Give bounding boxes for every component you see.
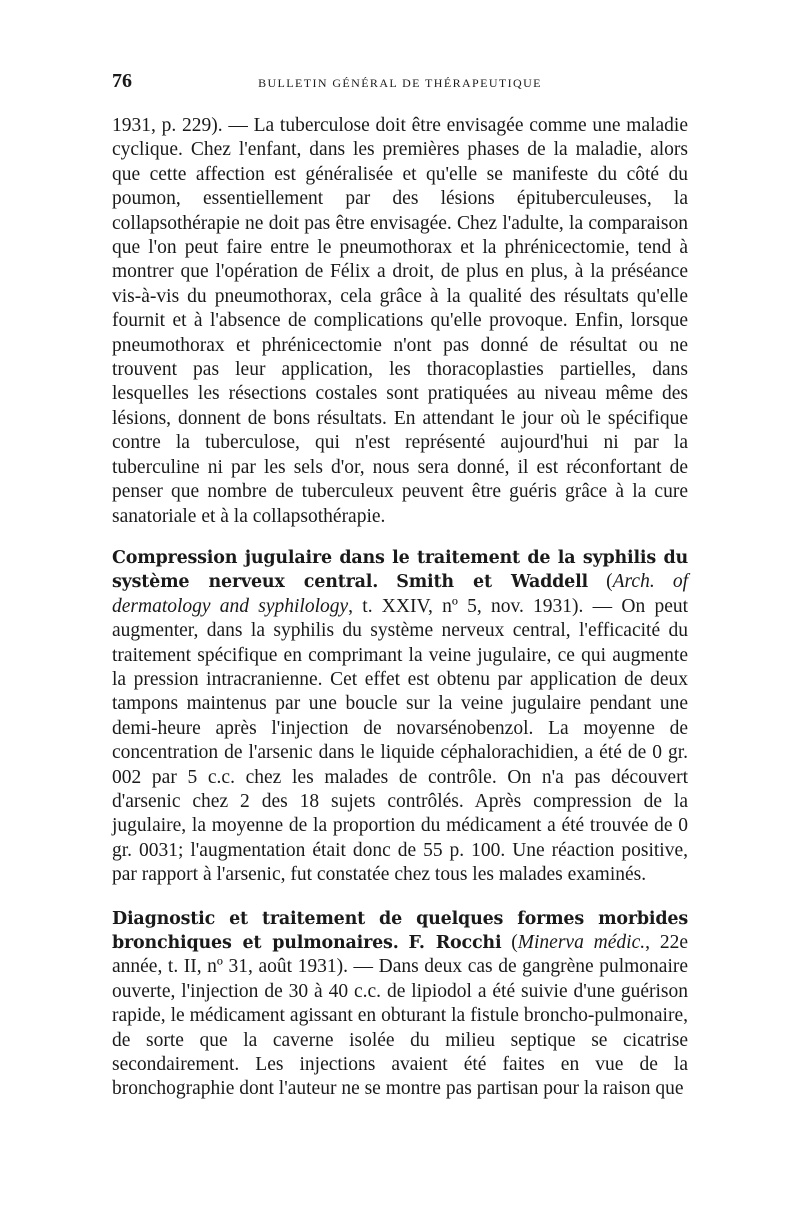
- abstract-title: Diagnostic et traitement de quelques formes morbides bronchiques et pulmonaires.: [112, 908, 688, 953]
- journal-header-title: BULLETIN GÉNÉRAL DE THÉRAPEUTIQUE: [258, 76, 542, 90]
- abstract-paragraph: Compression jugulaire dans le traitement de la syphilis du système nerveux central. Smith et Waddell (Arch. of dermatology and syphilology, t. XXIV, nº 5, nov. 1931). — On peut augmenter, dans la syphilis du système nerveux central, l'efficacité du traitement spécifique en comprimant la veine jugulaire, ce qui augmente la pression intracranienne. Cet effet est obtenu par application de deux tampons maintenus par une boucle sur la veine jugulaire pendant une demi-heure après l'injection de novarsénobenzol. La moyenne de concentration de l'arsenic dans le liquide céphalorachidien, a été de 0 gr. 002 par 5 c.c. chez les malades de contrôle. On n'a pas découvert d'arsenic chez 2 des 18 sujets contrôlés. Après compression de la jugulaire, la moyenne de la proportion du médicament a été trouvée de 0 gr. 0031; l'augmentation était donc de 55 p. 100. Une réaction positive, par rapport à l'arsenic, fut constatée chez tous les malades examinés.: [112, 547, 689, 886]
- abstract-section: [112, 907, 688, 1102]
- page-number: 76: [112, 70, 132, 92]
- abstract-journal: Minerva médic.: [517, 932, 646, 953]
- abstract-section: [112, 546, 688, 888]
- abstract-title: Compression jugulaire dans le traitement de la syphilis du système nerveux central.: [112, 547, 688, 593]
- abstract-details: , 22e année, t. II, nº 31, août 1931). —: [112, 932, 689, 978]
- abstract-authors: Smith et Waddell: [396, 572, 588, 593]
- abstract-paragraph: Diagnostic et traitement de quelques formes morbides bronchiques et pulmonaires. F. Rocchi (Minerva médic., 22e année, t. II, nº 31, août 1931). — Dans deux cas de gangrène pulmonaire ouverte, l'injection de 30 à 40 c.c. de lipiodol a été suivie d'une guérison rapide, le médicament agissant en obturant la fistule broncho-pulmonaire, de sorte que la caverne isolée du milieu septique se cicatrise secondairement. Les injections avaient été faites en vue de la bronchographie dont l'auteur ne se montre pas partisan pour la raison que: [112, 908, 689, 1100]
- abstract-details: , t. XXIV, nº 5, nov. 1931). —: [348, 595, 613, 617]
- abstract-journal: Arch. of dermatology and syphilology: [112, 571, 689, 617]
- running-header: [112, 70, 688, 100]
- abstract-body: Dans deux cas de gangrène pulmonaire ouverte, l'injection de 30 à 40 c.c. de lipiodol a été suivie d'une guérison rapide, le médicament agissant en obturant la fistule broncho-pulmonaire, de sorte que la caverne isolée du milieu septique se cicatrise secondairement. Les injections avaient été faites en vue de la bronchographie dont l'auteur ne se montre pas partisan pour la raison que: [112, 956, 689, 1100]
- intro-paragraph: 1931, p. 229). — La tuberculose doit être envisagée comme une maladie cyclique. Chez l'enfant, dans les premières phases de la maladie, alors que cette affection est généralisée et qu'elle se manifeste du côté du poumon, essentiellement par des lésions épituberculeuses, la collapsothérapie ne doit pas être envisagée. Chez l'adulte, la comparaison que l'on peut faire entre le pneumothorax et la phrénicectomie, tend à montrer que l'opération de Félix a droit, de plus en plus, à la préséance vis-à-vis du pneumothorax, cela grâce à la qualité des résultats qu'elle fournit et à l'absence de complications qu'elle provoque. Enfin, lorsque pneumothorax et phrénicectomie n'ont pas donné de résultat ou ne trouvent pas leur application, les thoracoplasties partielles, dans lesquelles les résections costales sont pratiquées au niveau même des lésions, donnent de bons résultats. En attendant le jour où le spécifique contre la tuberculose, qui n'est représenté aujourd'hui ni par la tuberculine ni par les sels d'or, nous sera donné, il est réconfortant de penser que nombre de tuberculeux peuvent être guéris grâce à la cure sanatoriale et à la collapsothérapie.: [112, 115, 688, 527]
- document-page: [112, 70, 688, 1102]
- abstract-authors: F. Rocchi: [408, 933, 502, 953]
- abstract-body: On peut augmenter, dans la syphilis du système nerveux central, l'efficacité du traitement spécifique en comprimant la veine jugulaire, ce qui augmente la pression intracranienne. Cet effet est obtenu par application de deux tampons maintenus par une boucle sur la veine jugulaire pendant une demi-heure après l'injection de novarsénobenzol. La moyenne de concentration de l'arsenic dans le liquide céphalorachidien, a été de 0 gr. 002 par 5 c.c. chez les malades de contrôle. On n'a pas découvert d'arsenic chez 2 des 18 sujets contrôlés. Après compression de la jugulaire, la moyenne de la proportion du médicament a été trouvée de 0 gr. 0031; l'augmentation était donc de 55 p. 100. Une réaction positive, par rapport à l'arsenic, fut constatée chez tous les malades examinés.: [112, 595, 689, 886]
